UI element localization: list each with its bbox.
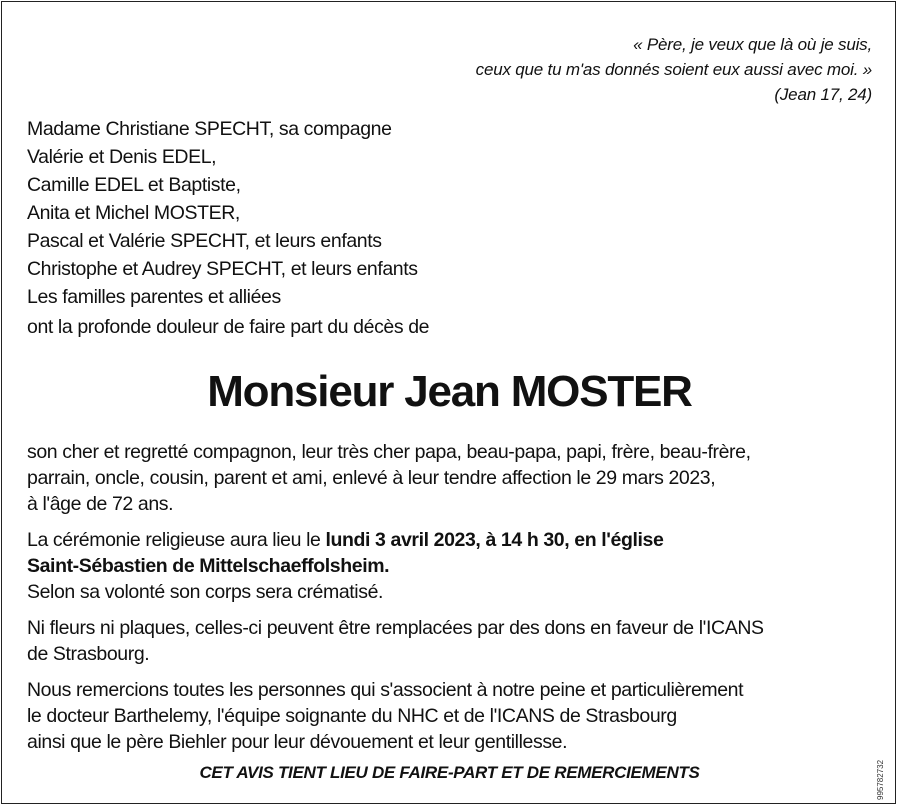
family-list: [27, 115, 418, 311]
ceremony-location: Saint-Sébastien de Mittelschaeffolsheim.: [27, 555, 390, 577]
relation-line: à l'âge de 72 ans.: [27, 493, 174, 515]
ceremony-prefix: La cérémonie religieuse aura lieu le: [27, 529, 326, 551]
family-member: Les familles parentes et alliées: [27, 286, 281, 308]
flowers-line: Ni fleurs ni plaques, celles-ci peuvent être remplacées par des dons en faveur de l'ICANS: [27, 617, 764, 639]
relation-paragraph: [27, 439, 877, 517]
cremation-note: Selon sa volonté son corps sera crématisé.: [27, 581, 384, 603]
thanks-line: Nous remercions toutes les personnes qui s'associent à notre peine et particulièrement: [27, 679, 744, 701]
deceased-name: Monsieur Jean MOSTER: [207, 367, 692, 416]
family-member: Pascal et Valérie SPECHT, et leurs enfants: [27, 230, 382, 252]
announcement-intro: ont la profonde douleur de faire part du décès de: [27, 316, 430, 338]
bible-quote: [272, 32, 872, 107]
quote-line: ceux que tu m'as donnés soient eux aussi avec moi. »: [475, 60, 872, 79]
ceremony-line: [27, 527, 877, 553]
family-member: Camille EDEL et Baptiste,: [27, 174, 241, 196]
family-member: Anita et Michel MOSTER,: [27, 202, 240, 224]
family-member: Valérie et Denis EDEL,: [27, 146, 217, 168]
flowers-line: de Strasbourg.: [27, 643, 150, 665]
thanks-paragraph: [27, 677, 877, 755]
closing-statement: CET AVIS TIENT LIEU DE FAIRE-PART ET DE REMERCIEMENTS: [199, 763, 700, 782]
reference-number: 995782732: [876, 759, 885, 800]
family-member: Madame Christiane SPECHT, sa compagne: [27, 118, 392, 140]
thanks-line: ainsi que le père Biehler pour leur dévouement et leur gentillesse.: [27, 731, 568, 753]
ceremony-paragraph: [27, 527, 877, 605]
quote-reference: (Jean 17, 24): [774, 85, 872, 104]
relation-line: son cher et regretté compagnon, leur très cher papa, beau-papa, papi, frère, beau-frère,: [27, 441, 751, 463]
quote-line: « Père, je veux que là où je suis,: [633, 35, 872, 54]
ceremony-datetime: lundi 3 avril 2023, à 14 h 30, en l'église: [325, 529, 664, 551]
thanks-line: le docteur Barthelemy, l'équipe soignante du NHC et de l'ICANS de Strasbourg: [27, 705, 677, 727]
flowers-paragraph: [27, 615, 877, 667]
family-member: Christophe et Audrey SPECHT, et leurs enfants: [27, 258, 418, 280]
relation-line: parrain, oncle, cousin, parent et ami, enlevé à leur tendre affection le 29 mars 2023,: [27, 467, 716, 489]
